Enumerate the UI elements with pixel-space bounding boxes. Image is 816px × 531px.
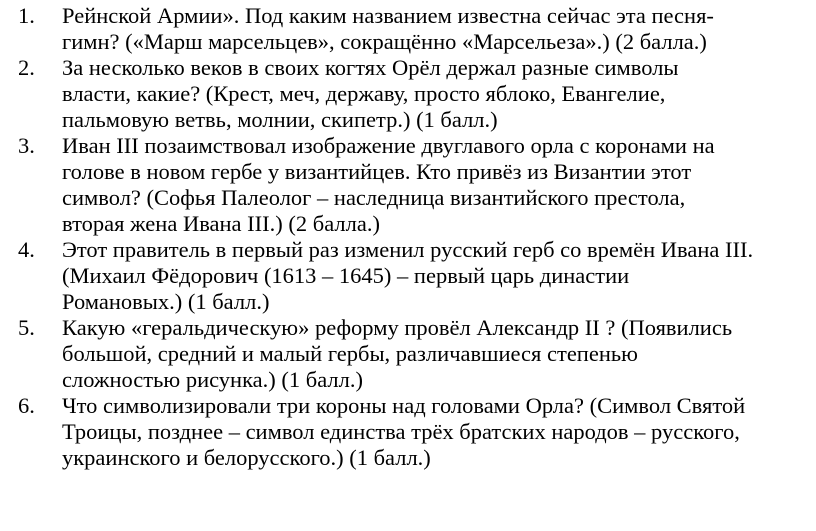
- question-number: 3.: [18, 133, 35, 158]
- question-line: Какую «геральдическую» реформу провёл Александр II ? (Появились: [62, 315, 733, 340]
- question-number: 4.: [18, 237, 35, 262]
- question-line: Иван III позаимствовал изображение двуглавого орла с коронами на: [62, 133, 715, 158]
- question-item-4: [18, 237, 816, 315]
- question-line: пальмовую ветвь, молнии, скипетр.) (1 балл.): [62, 107, 498, 132]
- question-number: 6.: [18, 393, 35, 418]
- question-line: власти, какие? (Крест, меч, державу, просто яблоко, Евангелие,: [62, 81, 666, 106]
- question-text: [62, 237, 816, 315]
- question-item-6: [18, 393, 816, 471]
- question-text: [62, 315, 816, 393]
- question-line: (Михаил Фёдорович (1613 – 1645) – первый царь династии: [62, 263, 630, 288]
- question-line: украинского и белорусского.) (1 балл.): [62, 445, 431, 470]
- question-number: 1.: [18, 3, 35, 28]
- question-line: вторая жена Ивана III.) (2 балла.): [62, 211, 380, 236]
- question-line: символ? (Софья Палеолог – наследница византийского престола,: [62, 185, 686, 210]
- question-item-1: [18, 3, 816, 55]
- question-line: Что символизировали три короны над головами Орла? (Символ Святой: [62, 393, 746, 418]
- question-text: [62, 393, 816, 471]
- question-text: [62, 55, 816, 133]
- question-line: большой, средний и малый гербы, различавшиеся степенью: [62, 341, 638, 366]
- question-text: [62, 3, 816, 55]
- question-item-3: [18, 133, 816, 237]
- question-line: Романовых.) (1 балл.): [62, 289, 270, 314]
- question-line: гимн? («Марш марсельцев», сокращённо «Марсельеза».) (2 балла.): [62, 29, 707, 54]
- question-text: [62, 133, 816, 237]
- question-line: За несколько веков в своих когтях Орёл держал разные символы: [62, 55, 679, 80]
- question-line: Троицы, позднее – символ единства трёх братских народов – русского,: [62, 419, 740, 444]
- question-item-2: [18, 55, 816, 133]
- question-number: 5.: [18, 315, 35, 340]
- question-item-5: [18, 315, 816, 393]
- question-line: Этот правитель в первый раз изменил русский герб со времён Ивана III.: [62, 237, 754, 262]
- question-line: голове в новом гербе у византийцев. Кто привёз из Византии этот: [62, 159, 692, 184]
- question-list: [18, 3, 816, 471]
- question-line: сложностью рисунка.) (1 балл.): [62, 367, 363, 392]
- question-number: 2.: [18, 55, 35, 80]
- question-line: Рейнской Армии». Под каким названием известна сейчас эта песня-: [62, 3, 714, 28]
